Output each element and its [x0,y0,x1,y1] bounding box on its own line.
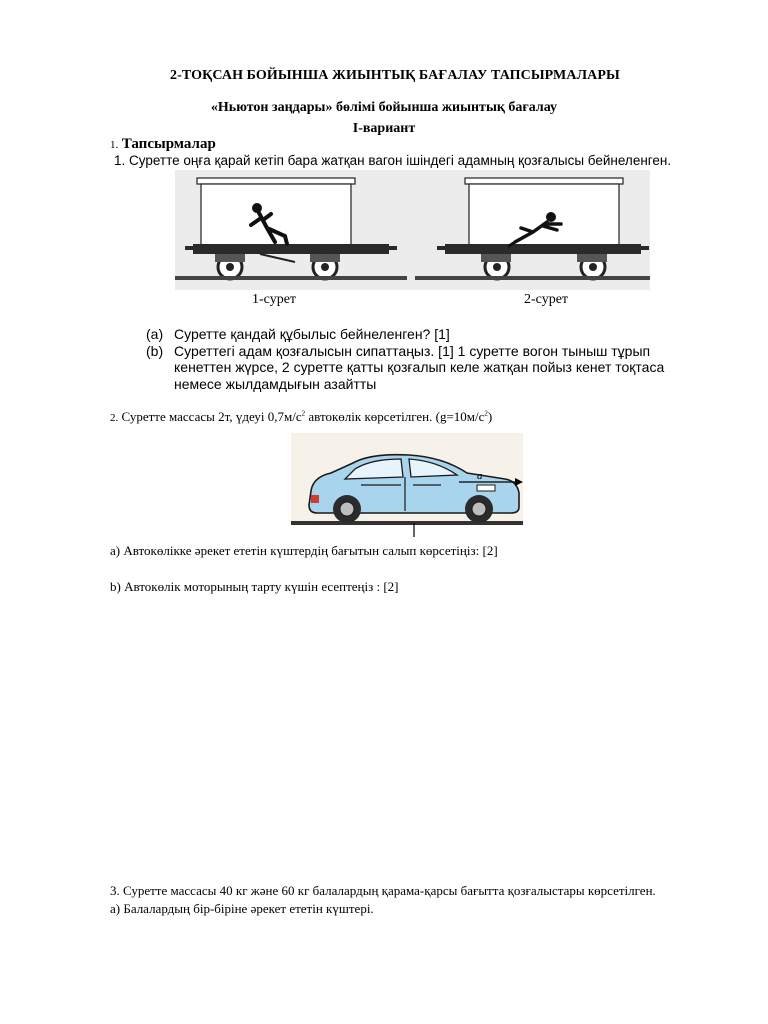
wagon-figures [175,170,650,290]
task3-text: 3. Суретте массасы 40 кг және 60 кг балалардың қарама-қарсы бағытта қозғалыстары көрсетілген. [110,883,656,898]
car-illustration [291,433,525,539]
superscript-1: 2 [301,409,306,418]
question-b-line-1: Суреттегі адам қозғалысын сипаттаңыз. [1] 1 суретте вогон тыныш тұрып [174,343,651,359]
superscript-2: 2 [484,409,488,418]
question-b-marker: (b) [146,343,164,359]
section-label: Тапсырмалар [121,136,216,152]
task2-number: 2. [110,412,119,424]
task2-text [110,409,492,425]
task1-question-b [146,343,650,359]
question-b-line-2: кенеттен жүрсе, 2 суретте қатты қозғалып келе жатқан пойыз кенет тоқтаса [174,359,665,375]
task1-question-a [146,326,450,342]
document-title: 2-ТОҚСАН БОЙЫНША ЖИЫНТЫҚ БАҒАЛАУ ТАПСЫРМАЛАРЫ [170,68,620,83]
task2-question-a: а) Автокөлікке әрекет ететін күштердің бағытын салып көрсетіңіз: [2] [110,543,498,558]
question-a-text: Суретте қандай құбылыс бейнеленген? [1] [174,326,450,342]
question-a-marker: (a) [146,326,164,342]
task1-text: 1. Суретте оңға қарай кетіп бара жатқан вагон ішіндегі адамның қозғалысы бейнеленген. [114,153,672,168]
section-number: 1. [110,139,119,151]
question-b-line-3: немесе жылдамдығын азайтты [174,376,377,392]
task2-text-part-3: ) [487,409,493,424]
figure-caption-2: 2-сурет [524,292,569,307]
task2-text-part-1: Суретте массасы 2т, үдеуі 0,7м/с [121,409,302,424]
task2-question-b: b) Автокөлік моторының тарту күшін есептеңіз : [2] [110,579,399,594]
section-heading [110,136,216,153]
variant-label: І-вариант [352,121,416,136]
task3-question-a: а) Балалардың бір-біріне әрекет ететін күштері. [110,901,374,916]
figure-caption-1: 1-сурет [252,292,297,307]
acceleration-label: a [477,470,483,482]
task2-text-part-2: автокөлік көрсетілген. (g=10м/с [305,409,485,424]
document-subtitle: «Ньютон заңдары» бөлімі бойынша жиынтық бағалау [210,100,558,115]
